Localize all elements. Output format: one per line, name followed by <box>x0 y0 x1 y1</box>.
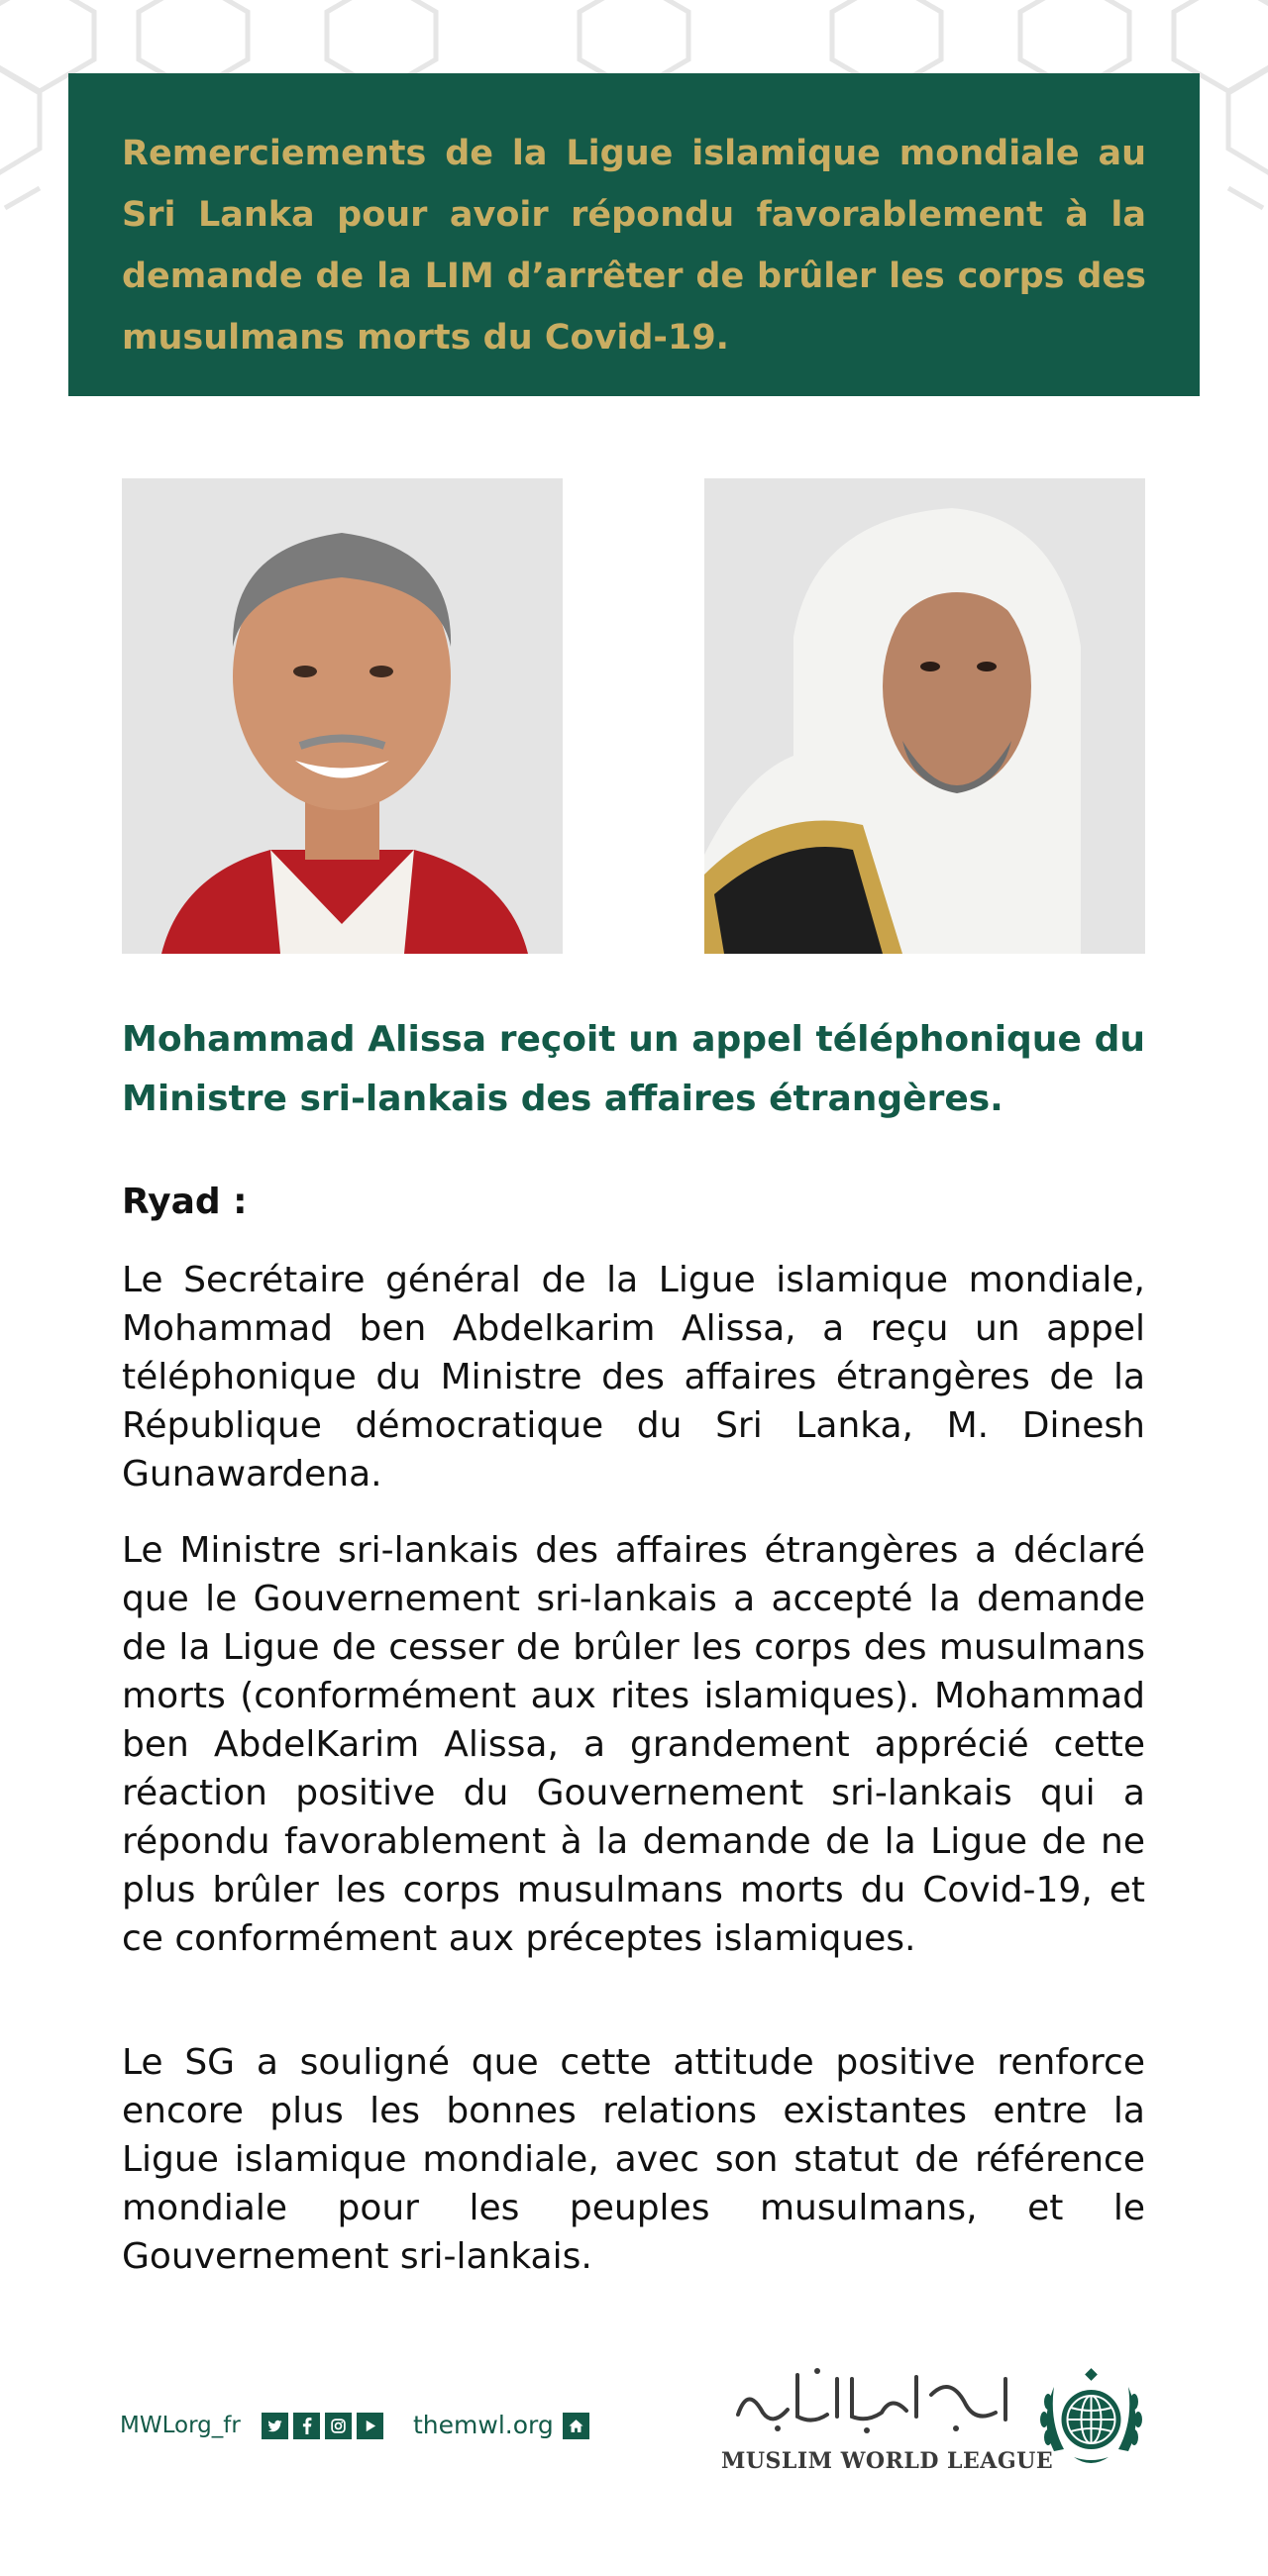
article-title: Mohammad Alissa reçoit un appel téléphonique du Ministre sri-lankais des affaires étrangères. <box>122 1019 1145 1119</box>
alissa-photo <box>704 478 1145 954</box>
website-link[interactable]: themwl.org <box>413 2411 554 2439</box>
social-links <box>262 2413 383 2439</box>
home-icon[interactable] <box>563 2413 589 2439</box>
article-paragraph: Le SG a souligné que cette attitude positive renforce encore plus les bonnes relations existantes entre la Ligue islamique mondiale, avec son statut de référence mondiale pour les peuples musulmans, et le Gouvernement sri-lankais. <box>122 2042 1145 2277</box>
logo-arabic-calligraphy <box>718 2365 1025 2436</box>
instagram-icon[interactable] <box>325 2413 352 2439</box>
headline-banner <box>68 73 1200 396</box>
minister-photo <box>122 478 563 954</box>
footer <box>0 2347 1268 2486</box>
social-handle[interactable]: MWLorg_fr <box>120 2413 241 2438</box>
article-paragraph: Le Ministre sri-lankais des affaires étrangères a déclaré que le Gouvernement sri-lankais a accepté la demande de la Ligue de cesser de brûler les corps des musulmans morts (conformément aux rites islamiques). Mohammad ben AbdelKarim Alissa, a grandement apprécié cette réaction positive du Gouvernement sri-lankais qui a répondu favorablement à la demande de la Ligue de ne plus brûler les corps musulmans morts du Covid-19, et ce conformément aux préceptes islamiques. <box>122 1530 1145 1959</box>
facebook-icon[interactable] <box>293 2413 320 2439</box>
twitter-icon[interactable] <box>262 2413 288 2439</box>
logo-wordmark: MUSLIM WORLD LEAGUE <box>721 2448 1054 2474</box>
headline-text: Remerciements de la Ligue islamique mondiale au Sri Lanka pour avoir répondu favorablement à la demande de la LIM d’arrêter de brûler les corps des musulmans morts du Covid-19. <box>122 134 1146 358</box>
article-paragraph: Le Secrétaire général de la Ligue islamique mondiale, Mohammad ben Abdelkarim Alissa, a reçu un appel téléphonique du Ministre des affaires étrangères de la République démocratique du Sri Lanka, M. Dinesh Gunawardena. <box>122 1260 1145 1494</box>
dateline: Ryad : <box>122 1182 248 1222</box>
youtube-icon[interactable] <box>357 2413 383 2439</box>
globe-emblem-icon <box>1034 2362 1148 2476</box>
